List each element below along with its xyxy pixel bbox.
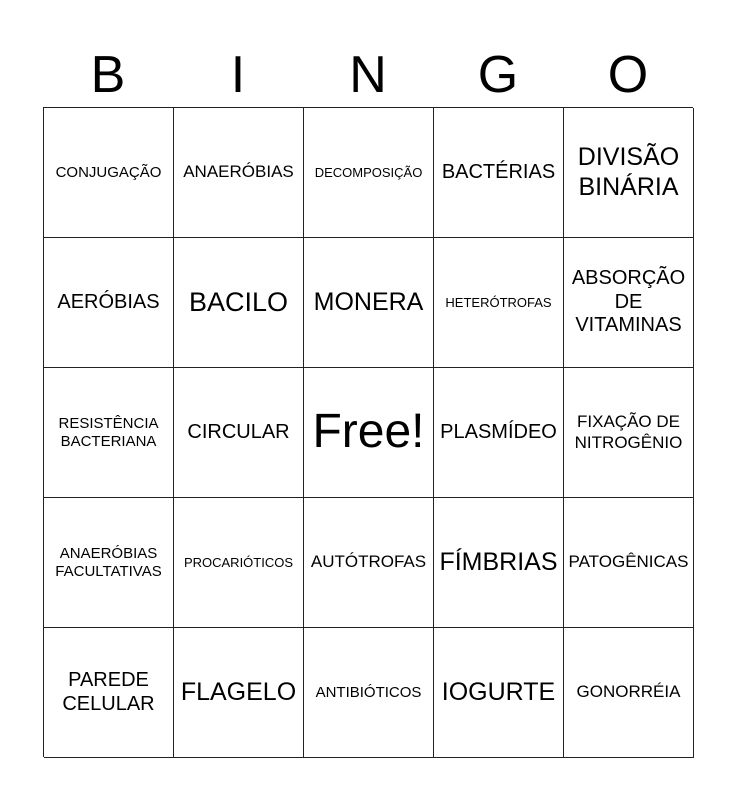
bingo-cell[interactable] (304, 628, 434, 758)
bingo-cell[interactable] (564, 368, 694, 498)
header-letter-b: B (90, 46, 126, 104)
bingo-cell[interactable] (44, 628, 174, 758)
bingo-cell[interactable] (304, 498, 434, 628)
bingo-cell[interactable] (44, 368, 174, 498)
bingo-cell[interactable] (434, 238, 564, 368)
cell-label: PLASMÍDEO (440, 420, 557, 443)
bingo-cell[interactable] (564, 238, 694, 368)
bingo-cell[interactable] (304, 238, 434, 368)
cell-label: BACTÉRIAS (441, 160, 556, 183)
cell-label: ANAERÓBIAS FACULTATIVAS (55, 544, 162, 580)
free-space-cell[interactable] (304, 368, 434, 498)
bingo-cell[interactable] (434, 368, 564, 498)
cell-label: PAREDE CELULAR (62, 668, 155, 715)
header-letter-i: I (230, 46, 246, 104)
cell-label: BACILO (188, 286, 289, 317)
header-letter-o: O (607, 46, 649, 104)
bingo-cell[interactable] (564, 628, 694, 758)
bingo-cell[interactable] (434, 498, 564, 628)
cell-label: ANAERÓBIAS (183, 162, 294, 182)
bingo-cell[interactable] (434, 108, 564, 238)
bingo-cell[interactable] (174, 238, 304, 368)
cell-label: DECOMPOSIÇÃO (314, 164, 423, 180)
cell-label: PROCARIÓTICOS (183, 554, 294, 570)
bingo-cell[interactable] (564, 498, 694, 628)
cell-label: FIXAÇÃO DE NITROGÊNIO (574, 412, 683, 452)
cell-label: ANTIBIÓTICOS (315, 683, 422, 701)
cell-label: PATOGÊNICAS (568, 552, 689, 572)
bingo-board (43, 107, 693, 757)
cell-label: CONJUGAÇÃO (55, 163, 162, 181)
cell-label: HETERÓTROFAS (445, 294, 552, 310)
cell-label: FLAGELO (180, 677, 297, 706)
bingo-cell[interactable] (564, 108, 694, 238)
cell-label: MONERA (313, 287, 424, 316)
cell-label: AUTÓTROFAS (310, 552, 427, 572)
free-space-label: Free! (312, 405, 425, 459)
cell-label: IOGURTE (441, 677, 556, 706)
header-letter-g: G (477, 46, 519, 104)
bingo-cell[interactable] (434, 628, 564, 758)
cell-label: AERÓBIAS (57, 290, 160, 313)
bingo-cell[interactable] (174, 368, 304, 498)
header-letter-n: N (349, 46, 387, 104)
bingo-cell[interactable] (174, 108, 304, 238)
cell-label: GONORRÉIA (576, 682, 681, 702)
bingo-header (43, 44, 693, 106)
bingo-cell[interactable] (44, 108, 174, 238)
cell-label: ABSORÇÃO DE VITAMINAS (571, 267, 686, 337)
cell-label: RESISTÊNCIA BACTERIANA (58, 414, 159, 450)
bingo-cell[interactable] (44, 238, 174, 368)
bingo-cell[interactable] (174, 498, 304, 628)
cell-label: CIRCULAR (187, 420, 290, 443)
bingo-cell[interactable] (304, 108, 434, 238)
bingo-cell[interactable] (174, 628, 304, 758)
bingo-cell[interactable] (44, 498, 174, 628)
cell-label: FÍMBRIAS (439, 547, 558, 576)
cell-label: DIVISÃO BINÁRIA (577, 143, 680, 201)
